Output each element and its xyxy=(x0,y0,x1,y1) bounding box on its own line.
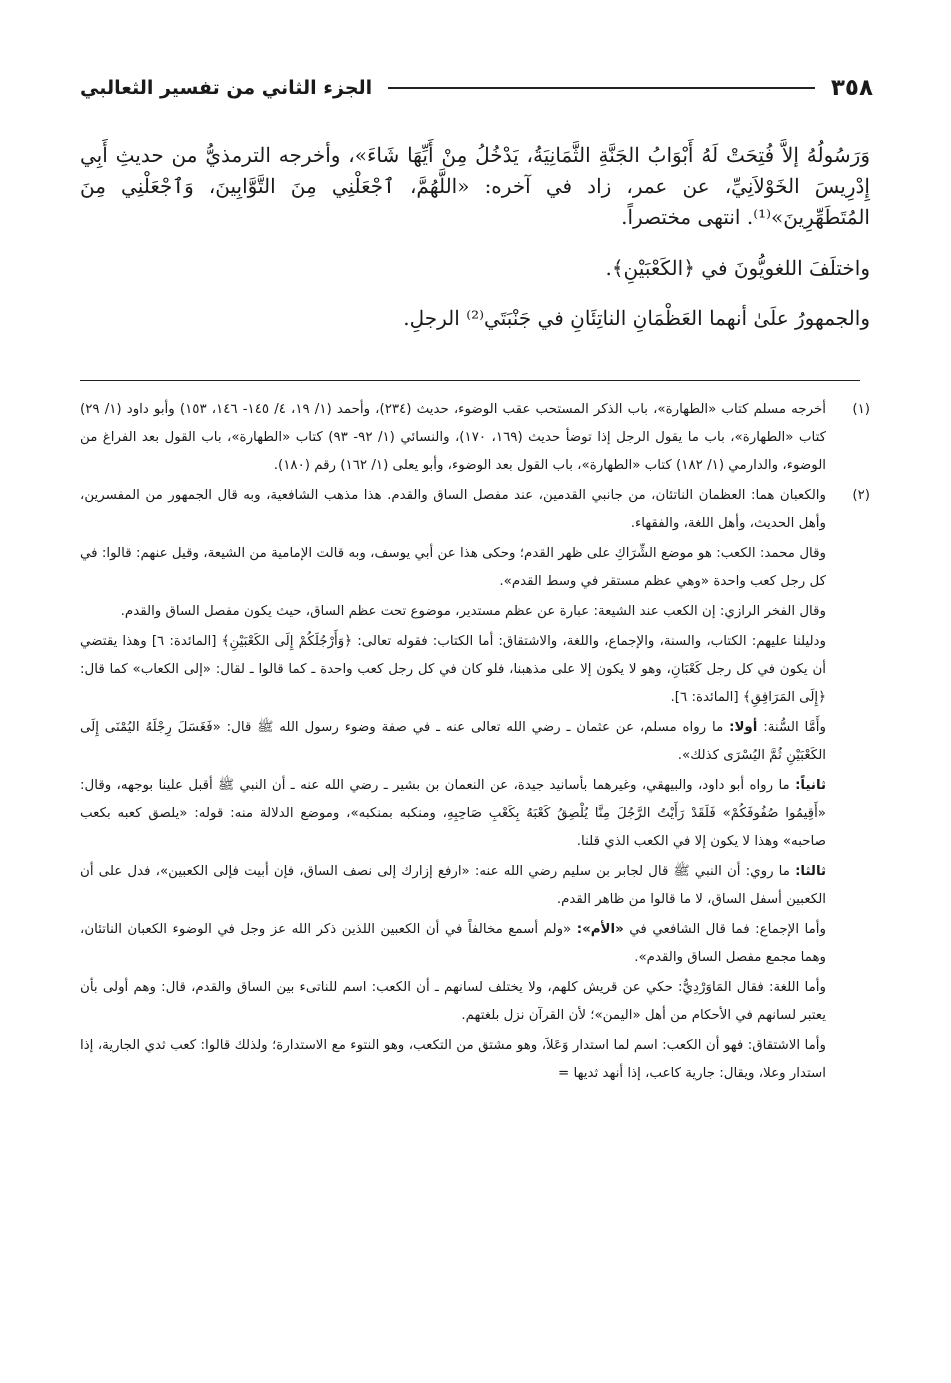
footnote-paragraph: والكعبان هما: العظمان الناتئان، من جانبي القدمين، عند مفصل الساق والقدم. هذا مذهب الشافعية، وبه قال الجمهور من المفسرين، وأهل الحديث، وأهل اللغة، والفقهاء. xyxy=(80,488,826,532)
main-paragraph: وَرَسُولُهُ إلاَّ فُتِحَتْ لَهُ أَبْوَابُ الجَنَّةِ الثَّمَانِيَةُ، يَدْخُلُ مِنْ أَيِّهَا شَاءَ»، وأخرجه الترمذيُّ من حديثِ أَبِي إِدْرِيسَ الخَوْلاَنِيِّ، عن عمر، زاد في آخره: «اللَّهُمَّ، ٱجْعَلْنِي مِنَ التَّوَّابِينَ، وَٱجْعَلْنِي مِنَ المُتَطَهِّرِينَ»⁽¹⁾. انتهى مختصراً. xyxy=(80,143,870,229)
ijma-lead: وأما الإجماع: فما قال الشافعي في xyxy=(629,922,826,938)
footnote-divider xyxy=(80,380,860,381)
footnote-1 xyxy=(80,396,870,480)
footnote-paragraph: وأما الاشتقاق: فهو أن الكعب: اسم لما استدار وَعَلاَ، وهو مشتق من التكعب، وهو النتوء مع الاستدارة؛ ولذلك قالوا: كعب ثدي الجارية، إذا استدار وعلا، ويقال: جارية كاعب، إذا أنهد ثديها = xyxy=(80,1038,826,1082)
running-title: الجزء الثاني من تفسير الثعالبي xyxy=(80,77,373,99)
footnote-number: (٢) xyxy=(852,488,870,504)
footnote-paragraph: ودليلنا عليهم: الكتاب، والسنة، والإجماع، واللغة، والاشتقاق: أما الكتاب: فقوله تعالى: ﴿وَأَرْجُلَكُمْ إِلَى الكَعْبَيْنِ﴾ [المائدة: ٦] وهذا يقتضي أن يكون في كل رجل كَعْبَانِ، وهو لا يكون إلا على مذهبنا، فلو كان في كل رجل كعب واحدة ـ كما قالوا ـ لقال: «إلى الكعاب» كما قال: ﴿إِلَى المَرَافِقِ﴾ [المائدة: ٦]. xyxy=(80,634,826,706)
page-header xyxy=(80,70,873,106)
footnotes xyxy=(80,396,870,1090)
header-rule xyxy=(388,87,815,89)
footnote-2 xyxy=(80,482,870,1088)
footnote-paragraph xyxy=(80,714,826,770)
third-point-text: ما روي: أن النبي ﷺ قال لجابر بن سليم رضي الله عنه: «ارفع إزارك إلى نصف الساق، فإن أبيت فإلى الكعبين»، فدل على أن الكعبين أسفل الساق، لا ما قالوا من ظاهر القدم. xyxy=(80,864,826,908)
main-paragraph: والجمهورُ علَىٰ أنهما العَظْمَانِ الناتِئَانِ في جَنْبَتَي⁽²⁾ الرجلِ. xyxy=(403,306,870,330)
sunna-text: ما رواه مسلم، عن عثمان ـ رضي الله تعالى عنه ـ في صفة وضوء رسول الله ﷺ قال: «فَغَسَلَ رِجْلَهُ اليُمْنَى إِلَى الكَعْبَيْنِ ثُمَّ اليُسْرَى كذلك». xyxy=(80,720,826,764)
book-title-umm: «الأم»: xyxy=(576,922,624,938)
point-marker-second: ثانياً: xyxy=(795,778,826,794)
footnote-text: أخرجه مسلم كتاب «الطهارة»، باب الذكر المستحب عقب الوضوء، حديث (٢٣٤)، وأحمد (١/ ١٩، ٤/ ١٤٥- ١٤٦، ١٥٣) وأبو داود (١/ ٢٩) كتاب «الطهارة»، باب ما يقول الرجل إذا توضأ حديث (١٦٩، ١٧٠)، والنسائي (١/ ٩٢- ٩٣) كتاب «الطهارة»، باب القول بعد الفراغ من الوضوء، والدارمي (١/ ١٨٢) كتاب «الطهارة»، باب القول بعد الوضوء، وأبو يعلى (١/ ١٦٢) رقم (١٨٠). xyxy=(80,402,826,474)
main-paragraph: واختلَفَ اللغويُّونَ في ﴿الكَعْبَيْنِ﴾. xyxy=(605,256,870,280)
point-marker-first: أولا: xyxy=(729,720,758,736)
footnote-paragraph: وأما اللغة: فقال المَاوَرْدِيُّ: حكي عن قريش كلهم، ولا يختلف لسانهم ـ أن الكعب: اسم للناتىء بين الساق والقدم، قال: وهم أولى بأن يعتبر لسانهم في الأحكام من أهل «اليمن»؛ لأن القرآن نزل بلغتهم. xyxy=(80,980,826,1024)
footnote-paragraph: وقال الفخر الرازي: إن الكعب عند الشيعة: عبارة عن عظم مستدير، موضوع تحت عظم الساق، حيث يكون مفصل الساق والقدم. xyxy=(120,604,826,620)
footnote-paragraph: وقال محمد: الكعب: هو موضع الشِّرَاكِ على ظهر القدم؛ وحكى هذا عن أبي يوسف، وبه قالت الإمامية من الشيعة، وقيل عنهم: قالوا: في كل رجل كعب واحدة «وهي عظم مستقر في وسط القدم». xyxy=(80,546,826,590)
footnote-paragraph xyxy=(80,858,826,914)
main-text xyxy=(80,140,870,353)
footnote-number: (١) xyxy=(852,402,870,417)
footnote-paragraph xyxy=(80,916,826,972)
second-point-text: ما رواه أبو داود، والبيهقي، وغيرهما بأسانيد جيدة، عن النعمان بن بشير ـ رضي الله عنه ـ أن النبي ﷺ أقبل علينا بوجهه، وقال: «أَقِيمُوا صُفُوفَكُمْ» فَلَقَدْ رَأَيْتُ الرَّجُلَ مِنَّا يُلْصِقُ كَعْبَهُ بِكَعْبِ صَاحِبِهِ، ومنكبه بمنكبه»، وموضع الدلالة منه: قوله: «يلصق كعبه بكعب صاحبه» وهذا لا يكون إلا في الكعب الذي قلنا. xyxy=(80,778,826,850)
footnote-paragraph xyxy=(80,772,826,856)
point-marker-third: ثالثا: xyxy=(795,864,826,880)
ijma-text: «ولم أسمع مخالفاً في أن الكعبين اللذين ذكر الله عز وجل في الوضوء الكعبان الناتئان، وهما مجمع مفصل الساق والقدم». xyxy=(80,922,826,966)
page-number: ٣٥٨ xyxy=(830,75,873,101)
sunna-lead: وأَمَّا السُّنة: xyxy=(763,720,826,736)
